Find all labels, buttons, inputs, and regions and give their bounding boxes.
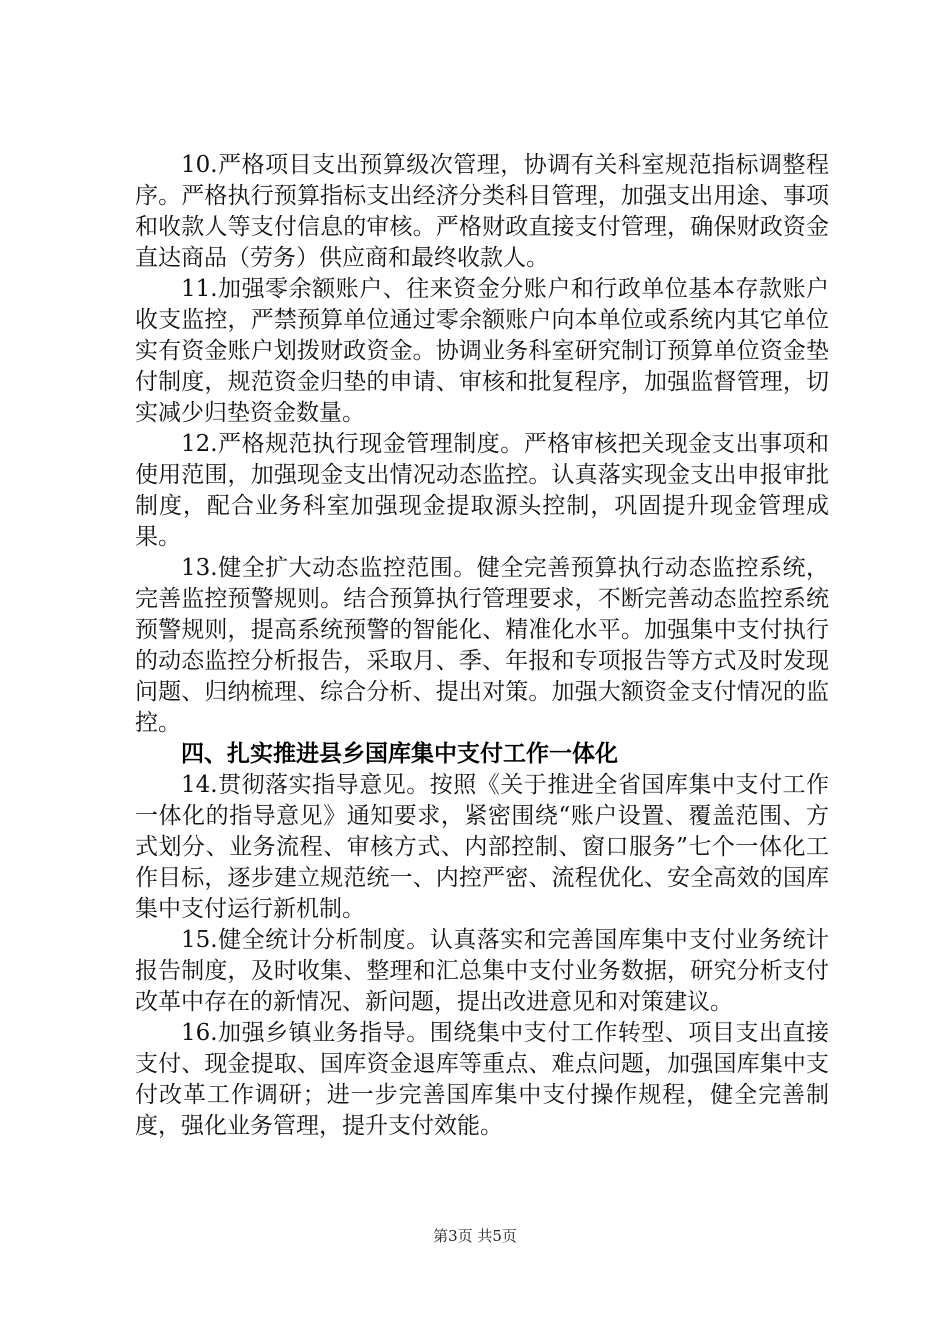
paragraph-16: 16.加强乡镇业务指导。围绕集中支付工作转型、项目支出直接支付、现金提取、国库资金退库等重点、难点问题，加强国库集中支付改革工作调研；进一步完善国库集中支付操作规程，健全完善制度，强化业务管理，提升支付效能。 xyxy=(135,1020,829,1139)
document-body xyxy=(135,150,829,1142)
paragraph-13: 13.健全扩大动态监控范围。健全完善预算执行动态监控系统，完善监控预警规则。结合预算执行管理要求，不断完善动态监控系统预警规则，提高系统预警的智能化、精准化水平。加强集中支付执行的动态监控分析报告，采取月、季、年报和专项报告等方式及时发现问题、归纳梳理、综合分析、提出对策。加强大额资金支付情况的监控。 xyxy=(135,555,829,736)
paragraph-10: 10.严格项目支出预算级次管理，协调有关科室规范指标调整程序。严格执行预算指标支出经济分类科目管理，加强支出用途、事项和收款人等支付信息的审核。严格财政直接支付管理，确保财政资金直达商品（劳务）供应商和最终收款人。 xyxy=(135,152,829,271)
paragraph-14: 14.贯彻落实指导意见。按照《关于推进全省国库集中支付工作一体化的指导意见》通知要求，紧密围绕“账户设置、覆盖范围、方式划分、业务流程、审核方式、内部控制、窗口服务”七个一体化工作目标，逐步建立规范统一、内控严密、流程优化、安全高效的国库集中支付运行新机制。 xyxy=(135,772,829,922)
page-number-footer: 第3页 共5页 xyxy=(433,1227,517,1245)
paragraph-12: 12.严格规范执行现金管理制度。严格审核把关现金支出事项和使用范围，加强现金支出情况动态监控。认真落实现金支出申报审批制度，配合业务科室加强现金提取源头控制，巩固提升现金管理成果。 xyxy=(135,431,829,550)
paragraph-11: 11.加强零余额账户、往来资金分账户和行政单位基本存款账户收支监控，严禁预算单位通过零余额账户向本单位或系统内其它单位实有资金账户划拨财政资金。协调业务科室研究制订预算单位资金垫付制度，规范资金归垫的申请、审核和批复程序，加强监督管理，切实减少归垫资金数量。 xyxy=(135,276,829,426)
paragraph-15: 15.健全统计分析制度。认真落实和完善国库集中支付业务统计报告制度，及时收集、整理和汇总集中支付业务数据，研究分析支付改革中存在的新情况、新问题，提出改进意见和对策建议。 xyxy=(135,927,829,1015)
section-heading: 四、扎实推进县乡国库集中支付工作一体化 xyxy=(181,741,618,767)
